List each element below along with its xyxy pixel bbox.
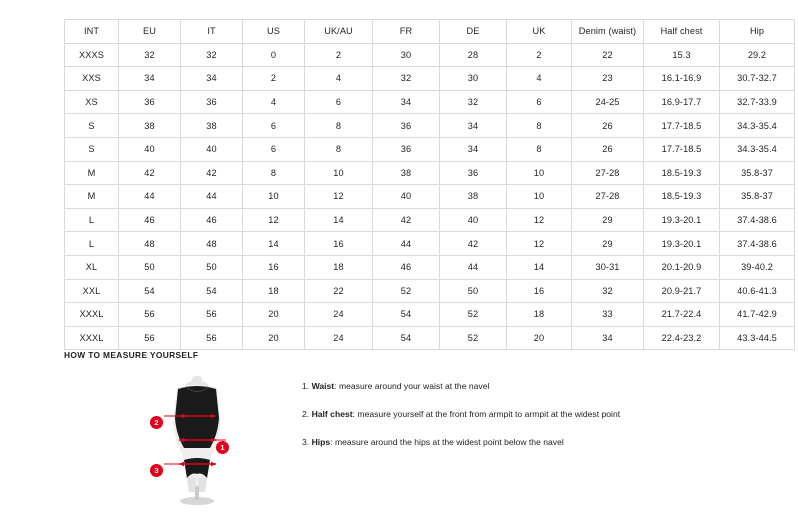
table-row	[65, 303, 795, 327]
measure-instructions	[302, 380, 732, 464]
cell-uk-au: 4	[305, 67, 373, 91]
column-header-uk-au: UK/AU	[305, 20, 373, 44]
cell-uk-au: 2	[305, 43, 373, 67]
table-row	[65, 326, 795, 350]
cell-de: 36	[440, 161, 507, 185]
cell-us: 6	[243, 137, 305, 161]
cell-half-chest: 17.7-18.5	[644, 114, 720, 138]
cell-int: M	[65, 161, 119, 185]
cell-us: 4	[243, 90, 305, 114]
cell-fr: 36	[373, 137, 440, 161]
cell-uk: 10	[507, 161, 572, 185]
cell-uk: 12	[507, 232, 572, 256]
cell-fr: 54	[373, 326, 440, 350]
cell-hip: 34.3-35.4	[720, 114, 795, 138]
cell-uk-au: 8	[305, 114, 373, 138]
cell-it: 44	[181, 185, 243, 209]
cell-de: 34	[440, 137, 507, 161]
cell-it: 50	[181, 255, 243, 279]
cell-eu: 50	[119, 255, 181, 279]
cell-eu: 34	[119, 67, 181, 91]
cell-denim-waist: 22	[572, 43, 644, 67]
item-number: 1.	[302, 381, 310, 391]
cell-uk: 2	[507, 43, 572, 67]
cell-eu: 54	[119, 279, 181, 303]
cell-half-chest: 19.3-20.1	[644, 232, 720, 256]
cell-eu: 32	[119, 43, 181, 67]
cell-it: 48	[181, 232, 243, 256]
cell-eu: 56	[119, 326, 181, 350]
cell-int: S	[65, 137, 119, 161]
column-header-int: INT	[65, 20, 119, 44]
cell-uk-au: 10	[305, 161, 373, 185]
cell-us: 0	[243, 43, 305, 67]
column-header-fr: FR	[373, 20, 440, 44]
cell-uk-au: 8	[305, 137, 373, 161]
cell-de: 34	[440, 114, 507, 138]
section-title: HOW TO MEASURE YOURSELF	[64, 350, 199, 360]
cell-de: 52	[440, 303, 507, 327]
marker-1: 1	[216, 441, 229, 454]
cell-it: 32	[181, 43, 243, 67]
cell-hip: 32.7-33.9	[720, 90, 795, 114]
cell-int: M	[65, 185, 119, 209]
cell-int: XXXS	[65, 43, 119, 67]
cell-us: 8	[243, 161, 305, 185]
cell-us: 10	[243, 185, 305, 209]
cell-fr: 46	[373, 255, 440, 279]
cell-uk-au: 12	[305, 185, 373, 209]
table-row	[65, 185, 795, 209]
cell-uk: 8	[507, 137, 572, 161]
column-header-denim-waist: Denim (waist)	[572, 20, 644, 44]
cell-eu: 38	[119, 114, 181, 138]
cell-de: 40	[440, 208, 507, 232]
cell-fr: 44	[373, 232, 440, 256]
cell-uk: 20	[507, 326, 572, 350]
item-term: Half chest	[311, 409, 353, 420]
marker-2: 2	[150, 416, 163, 429]
cell-fr: 38	[373, 161, 440, 185]
cell-eu: 42	[119, 161, 181, 185]
cell-it: 34	[181, 67, 243, 91]
cell-eu: 56	[119, 303, 181, 327]
cell-us: 6	[243, 114, 305, 138]
column-header-it: IT	[181, 20, 243, 44]
cell-de: 50	[440, 279, 507, 303]
cell-half-chest: 18.5-19.3	[644, 185, 720, 209]
cell-uk: 12	[507, 208, 572, 232]
cell-half-chest: 15.3	[644, 43, 720, 67]
cell-uk: 18	[507, 303, 572, 327]
cell-int: L	[65, 232, 119, 256]
cell-us: 2	[243, 67, 305, 91]
cell-uk-au: 6	[305, 90, 373, 114]
cell-int: S	[65, 114, 119, 138]
mannequin-icon	[142, 374, 252, 506]
cell-fr: 54	[373, 303, 440, 327]
cell-int: XXXL	[65, 303, 119, 327]
column-header-hip: Hip	[720, 20, 795, 44]
table-row	[65, 232, 795, 256]
cell-denim-waist: 23	[572, 67, 644, 91]
cell-denim-waist: 26	[572, 137, 644, 161]
table-row	[65, 255, 795, 279]
cell-half-chest: 21.7-22.4	[644, 303, 720, 327]
cell-de: 38	[440, 185, 507, 209]
cell-hip: 43.3-44.5	[720, 326, 795, 350]
cell-hip: 35.8-37	[720, 161, 795, 185]
cell-half-chest: 22.4-23.2	[644, 326, 720, 350]
column-header-half-chest: Half chest	[644, 20, 720, 44]
cell-uk: 14	[507, 255, 572, 279]
cell-hip: 41.7-42.9	[720, 303, 795, 327]
how-to-measure-section	[64, 350, 744, 508]
cell-int: XL	[65, 255, 119, 279]
cell-uk: 16	[507, 279, 572, 303]
cell-de: 42	[440, 232, 507, 256]
cell-it: 38	[181, 114, 243, 138]
cell-fr: 32	[373, 67, 440, 91]
item-text: : measure yourself at the front from armpit to armpit at the widest point	[352, 409, 621, 420]
cell-it: 56	[181, 326, 243, 350]
cell-denim-waist: 33	[572, 303, 644, 327]
cell-denim-waist: 34	[572, 326, 644, 350]
how-to-measure-body	[64, 368, 744, 508]
cell-uk-au: 24	[305, 303, 373, 327]
cell-de: 28	[440, 43, 507, 67]
cell-it: 46	[181, 208, 243, 232]
size-chart-table	[64, 19, 795, 350]
cell-hip: 35.8-37	[720, 185, 795, 209]
cell-denim-waist: 27-28	[572, 185, 644, 209]
cell-it: 54	[181, 279, 243, 303]
cell-it: 42	[181, 161, 243, 185]
column-header-de: DE	[440, 20, 507, 44]
cell-it: 56	[181, 303, 243, 327]
cell-hip: 39-40.2	[720, 255, 795, 279]
cell-hip: 37.4-38.6	[720, 232, 795, 256]
cell-eu: 44	[119, 185, 181, 209]
cell-fr: 40	[373, 185, 440, 209]
cell-hip: 37.4-38.6	[720, 208, 795, 232]
cell-de: 52	[440, 326, 507, 350]
item-term: Hips	[311, 437, 331, 448]
cell-hip: 29.2	[720, 43, 795, 67]
cell-fr: 52	[373, 279, 440, 303]
cell-uk: 4	[507, 67, 572, 91]
cell-it: 36	[181, 90, 243, 114]
item-term: Waist	[311, 381, 335, 391]
cell-denim-waist: 32	[572, 279, 644, 303]
cell-fr: 30	[373, 43, 440, 67]
cell-eu: 46	[119, 208, 181, 232]
table-row	[65, 161, 795, 185]
cell-hip: 34.3-35.4	[720, 137, 795, 161]
cell-half-chest: 18.5-19.3	[644, 161, 720, 185]
cell-us: 18	[243, 279, 305, 303]
cell-int: L	[65, 208, 119, 232]
cell-uk: 6	[507, 90, 572, 114]
cell-us: 14	[243, 232, 305, 256]
table-row	[65, 279, 795, 303]
cell-fr: 34	[373, 90, 440, 114]
cell-int: XXS	[65, 67, 119, 91]
cell-us: 20	[243, 326, 305, 350]
cell-int: XS	[65, 90, 119, 114]
cell-denim-waist: 29	[572, 232, 644, 256]
list-item	[302, 380, 732, 392]
cell-denim-waist: 26	[572, 114, 644, 138]
cell-hip: 40.6-41.3	[720, 279, 795, 303]
item-text: : measure around the hips at the widest point below the navel	[330, 437, 564, 448]
cell-it: 40	[181, 137, 243, 161]
column-header-eu: EU	[119, 20, 181, 44]
cell-uk: 10	[507, 185, 572, 209]
cell-eu: 48	[119, 232, 181, 256]
cell-uk-au: 24	[305, 326, 373, 350]
cell-us: 12	[243, 208, 305, 232]
cell-half-chest: 17.7-18.5	[644, 137, 720, 161]
mannequin-figure	[142, 374, 252, 506]
cell-us: 16	[243, 255, 305, 279]
cell-denim-waist: 30-31	[572, 255, 644, 279]
cell-denim-waist: 29	[572, 208, 644, 232]
item-number: 3.	[302, 437, 310, 448]
cell-half-chest: 16.1-16.9	[644, 67, 720, 91]
table-row	[65, 90, 795, 114]
cell-denim-waist: 27-28	[572, 161, 644, 185]
cell-hip: 30.7-32.7	[720, 67, 795, 91]
table-row	[65, 43, 795, 67]
cell-eu: 36	[119, 90, 181, 114]
cell-half-chest: 20.9-21.7	[644, 279, 720, 303]
column-header-us: US	[243, 20, 305, 44]
cell-half-chest: 16.9-17.7	[644, 90, 720, 114]
table-header-row	[65, 20, 795, 44]
table-row	[65, 137, 795, 161]
cell-us: 20	[243, 303, 305, 327]
list-item	[302, 408, 732, 420]
cell-eu: 40	[119, 137, 181, 161]
item-number: 2.	[302, 409, 310, 420]
cell-int: XXL	[65, 279, 119, 303]
cell-int: XXXL	[65, 326, 119, 350]
cell-fr: 42	[373, 208, 440, 232]
cell-de: 32	[440, 90, 507, 114]
table-row	[65, 208, 795, 232]
list-item	[302, 436, 732, 448]
table-row	[65, 114, 795, 138]
size-chart-container	[64, 19, 777, 350]
column-header-uk: UK	[507, 20, 572, 44]
marker-3: 3	[150, 464, 163, 477]
cell-uk-au: 16	[305, 232, 373, 256]
cell-uk-au: 18	[305, 255, 373, 279]
cell-half-chest: 20.1-20.9	[644, 255, 720, 279]
cell-de: 44	[440, 255, 507, 279]
cell-uk-au: 22	[305, 279, 373, 303]
cell-uk-au: 14	[305, 208, 373, 232]
cell-denim-waist: 24-25	[572, 90, 644, 114]
cell-de: 30	[440, 67, 507, 91]
table-row	[65, 67, 795, 91]
cell-uk: 8	[507, 114, 572, 138]
cell-half-chest: 19.3-20.1	[644, 208, 720, 232]
item-text: : measure around your waist at the navel	[334, 381, 490, 391]
cell-fr: 36	[373, 114, 440, 138]
